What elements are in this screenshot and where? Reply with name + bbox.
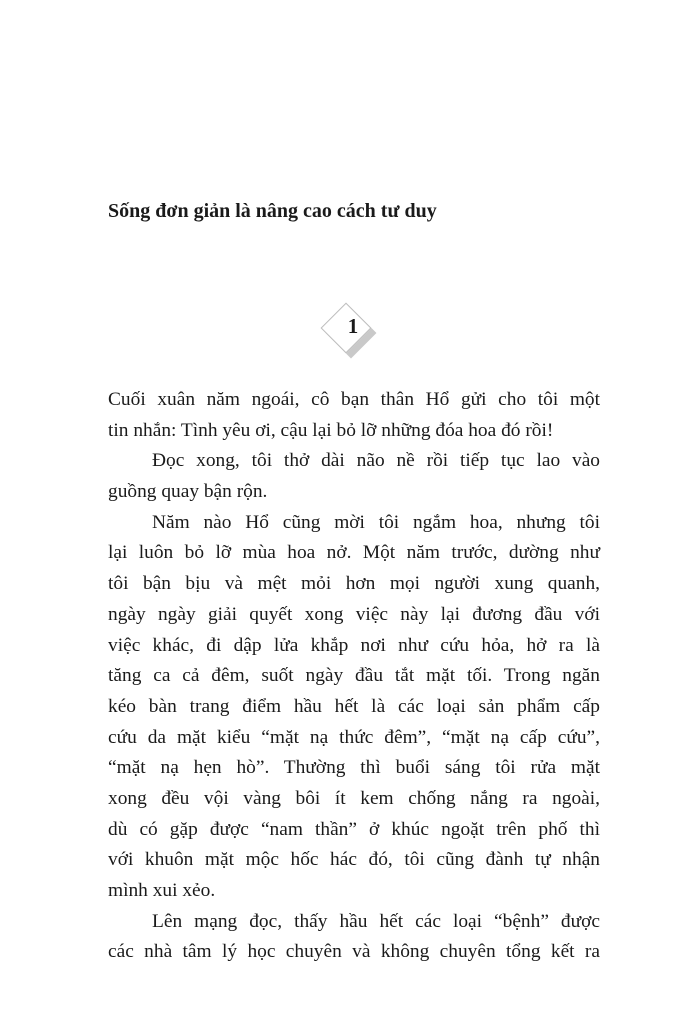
text-line: guồng quay bận rộn.	[108, 481, 268, 503]
text-line: ngày ngày giải quyết xong việc này lại đương đầu với	[108, 603, 600, 625]
text-line: Cuối xuân năm ngoái, cô bạn thân Hổ gửi cho tôi một	[108, 389, 600, 410]
text-line: “mặt nạ hẹn hò”. Thường thì buổi sáng tôi rửa mặt	[108, 757, 600, 779]
section-number: 1	[347, 314, 359, 338]
text-line: dù có gặp được “nam thần” ở khúc ngoặt trên phố thì	[108, 818, 600, 840]
text-line: Năm nào Hổ cũng mời tôi ngắm hoa, nhưng tôi	[152, 511, 600, 533]
text-line: Đọc xong, tôi thở dài não nề rồi tiếp tục lao vào	[152, 450, 600, 472]
body-text	[108, 385, 600, 968]
text-line: tôi bận bịu và mệt mỏi hơn mọi người xung quanh,	[108, 573, 600, 595]
text-line: kéo bàn trang điểm hầu hết là các loại sản phẩm cấp	[108, 695, 600, 717]
text-line: với khuôn mặt mộc hốc hác đó, tôi cũng đành tự nhận	[108, 849, 600, 871]
text-line: các nhà tâm lý học chuyên và không chuyên tổng kết ra	[108, 941, 600, 963]
chapter-title: Sống đơn giản là nâng cao cách tư duy	[108, 200, 437, 222]
text-line: cứu da mặt kiểu “mặt nạ thức đêm”, “mặt nạ cấp cứu”,	[108, 726, 600, 748]
text-line: tăng ca cả đêm, suốt ngày đầu tắt mặt tối. Trong ngăn	[108, 665, 600, 687]
text-line: Lên mạng đọc, thấy hầu hết các loại “bệnh” được	[152, 910, 600, 932]
text-line: mình xui xẻo.	[108, 880, 216, 901]
text-line: việc khác, đi dập lửa khắp nơi như cứu hỏa, hở ra là	[108, 634, 600, 656]
text-line: tin nhắn: Tình yêu ơi, cậu lại bỏ lỡ những đóa hoa đó rồi!	[108, 419, 554, 441]
text-line: lại luôn bỏ lỡ mùa hoa nở. Một năm trước, dường như	[108, 542, 600, 564]
text-line: xong đều vội vàng bôi ít kem chống nắng ra ngoài,	[108, 787, 600, 809]
section-number-badge	[322, 304, 376, 358]
